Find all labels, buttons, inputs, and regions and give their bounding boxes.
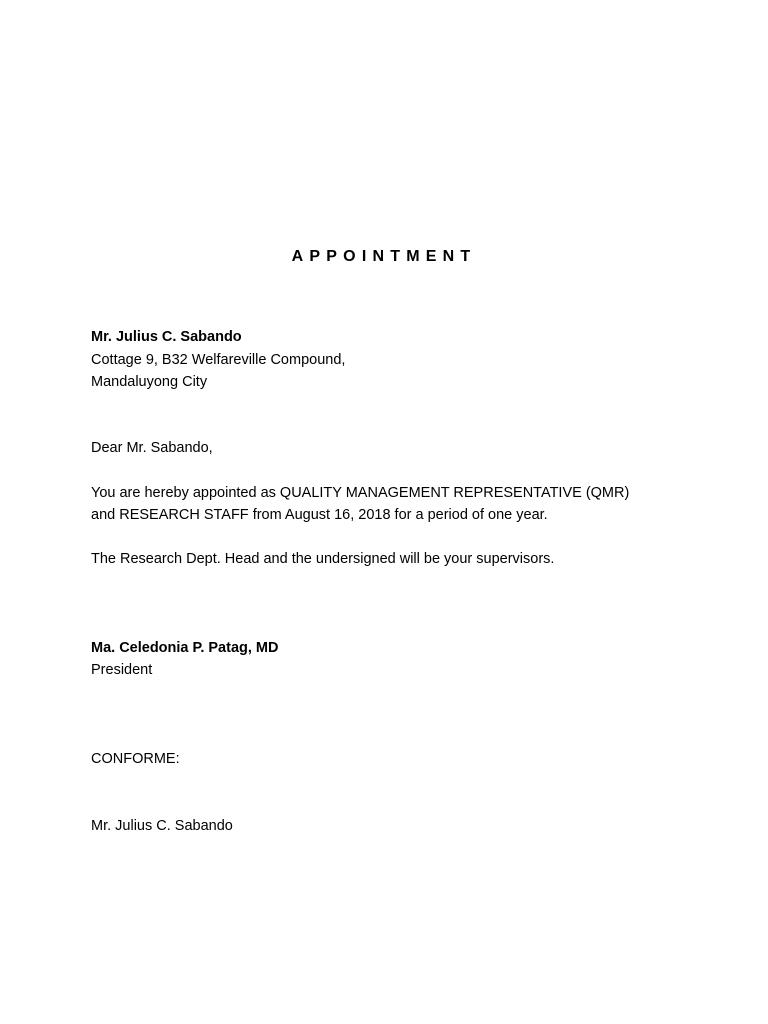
body-paragraph1-line1: You are hereby appointed as QUALITY MANAGEMENT REPRESENTATIVE (QMR) (91, 485, 630, 501)
salutation: Dear Mr. Sabando, (91, 440, 213, 456)
recipient-address-line2: Mandaluyong City (91, 374, 208, 390)
conforme-name: Mr. Julius C. Sabando (91, 818, 233, 834)
signatory-position: President (91, 662, 153, 678)
document-title: APPOINTMENT (291, 248, 477, 265)
recipient-name: Mr. Julius C. Sabando (91, 329, 242, 345)
body-paragraph1-line2: and RESEARCH STAFF from August 16, 2018 for a period of one year. (91, 507, 548, 523)
signatory-name: Ma. Celedonia P. Patag, MD (91, 640, 279, 656)
recipient-address-line1: Cottage 9, B32 Welfareville Compound, (91, 352, 346, 368)
body-paragraph2: The Research Dept. Head and the undersigned will be your supervisors. (91, 551, 555, 567)
conforme-label: CONFORME: (91, 751, 180, 767)
